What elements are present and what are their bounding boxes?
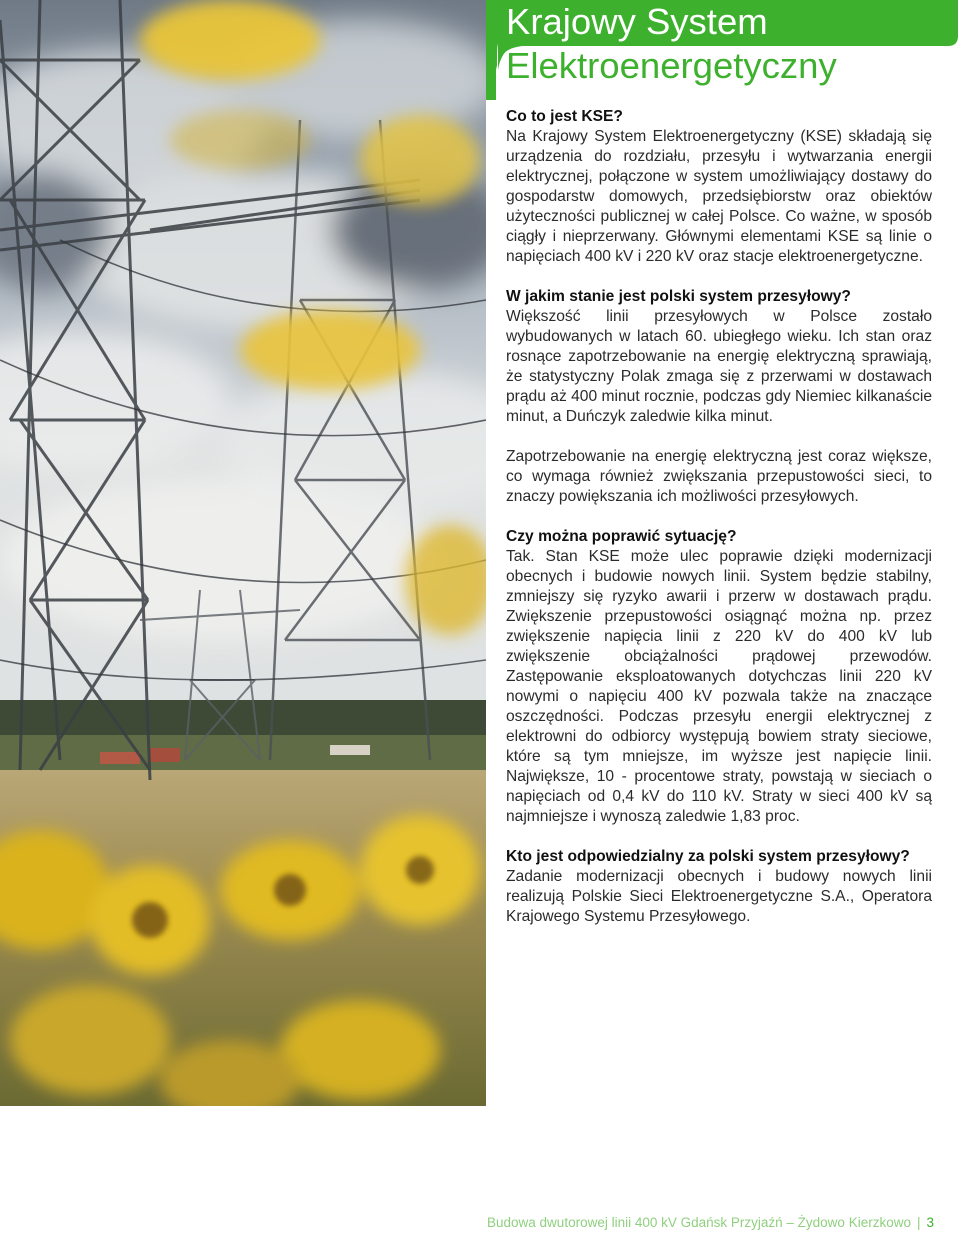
article-body <box>506 107 932 947</box>
power-lines-photo <box>0 0 486 1106</box>
page-footer <box>487 1215 934 1230</box>
section-heading: Kto jest odpowiedzialny za polski system przesyłowy? <box>506 848 910 865</box>
page-title-line-2: Elektroenergetyczny <box>506 45 837 86</box>
section-paragraph: Większość linii przesyłowych w Polsce zostało wybudowanych w latach 60. ubiegłego wieku. Ich stan oraz rosnące zapotrzebowanie na energię elektryczną sprawiają, że statystyczny Polak zmaga się z przerwami w dostawach prądu aż 400 minut rocznie, podczas gdy Niemiec kilkanaście minut, a Duńczyk zaledwie kilka minut. <box>506 308 932 425</box>
title-block <box>486 0 960 100</box>
section-what-is-kse <box>506 107 932 267</box>
section-paragraph: Tak. Stan KSE może ulec poprawie dzięki modernizacji obecnych i budowie nowych linii. System będzie stabilny, zmniejszy się ryzyko awarii i przerw w dostawach prądu. Zwiększenie przepustowości osiągnąć można np. przez zwiększenie napięcia linii z 220 kV do 400 kV lub zwiększenie obciążalności prądowej przewodów. Zastępowanie eksploatowanych dotychczas linii 220 kV nowymi o napięciu 400 kV pozwala także na znaczące oszczędności. Podczas przesyłu energii elektrycznej z elektrowni do odbiorcy występują bowiem straty sieciowe, które są tym mniejsze, im wyższe jest napięcie linii. Największe, 10 - procentowe straty, powstają w sieciach o napięciach od 0,4 kV do 110 kV. Straty w sieci 400 kV są najmniejsze i wynoszą zaledwie 1,83 proc. <box>506 548 932 825</box>
footer-text: Budowa dwutorowej linii 400 kV Gdańsk Przyjaźń – Żydowo Kierzkowo <box>487 1215 911 1230</box>
page-title <box>506 0 837 88</box>
section-system-state <box>506 287 932 507</box>
section-paragraph-2: Zapotrzebowanie na energię elektryczną jest coraz większe, co wymaga również zwiększania przepustowości sieci, to znaczy powiększania ich możliwości przesyłowych. <box>506 448 932 505</box>
page-number: 3 <box>926 1215 934 1230</box>
section-paragraph: Zadanie modernizacji obecnych i budowy nowych linii realizują Polskie Sieci Elektroenergetyczne S.A., Operatora Krajowego Systemu Przesyłowego. <box>506 868 932 925</box>
footer-separator: | <box>916 1215 921 1230</box>
page-title-line-1: Krajowy System <box>506 1 768 42</box>
section-improvement <box>506 527 932 827</box>
section-heading: W jakim stanie jest polski system przesyłowy? <box>506 288 851 305</box>
section-heading: Czy można poprawić sytuację? <box>506 528 737 545</box>
section-paragraph: Na Krajowy System Elektroenergetyczny (KSE) składają się urządzenia do rozdziału, przesyłu i wytwarzania energii elektrycznej, połączone w system umożliwiający dostawy do gospodarstw domowych, przedsiębiorstw oraz obiektów użyteczności publicznej w całej Polsce. Co ważne, w sposób ciągły i nieprzerwany. Głównymi elementami KSE są linie o napięciach 400 kV i 220 kV oraz stacje elektroenergetyczne. <box>506 128 932 265</box>
section-responsibility <box>506 847 932 927</box>
section-heading: Co to jest KSE? <box>506 108 623 125</box>
